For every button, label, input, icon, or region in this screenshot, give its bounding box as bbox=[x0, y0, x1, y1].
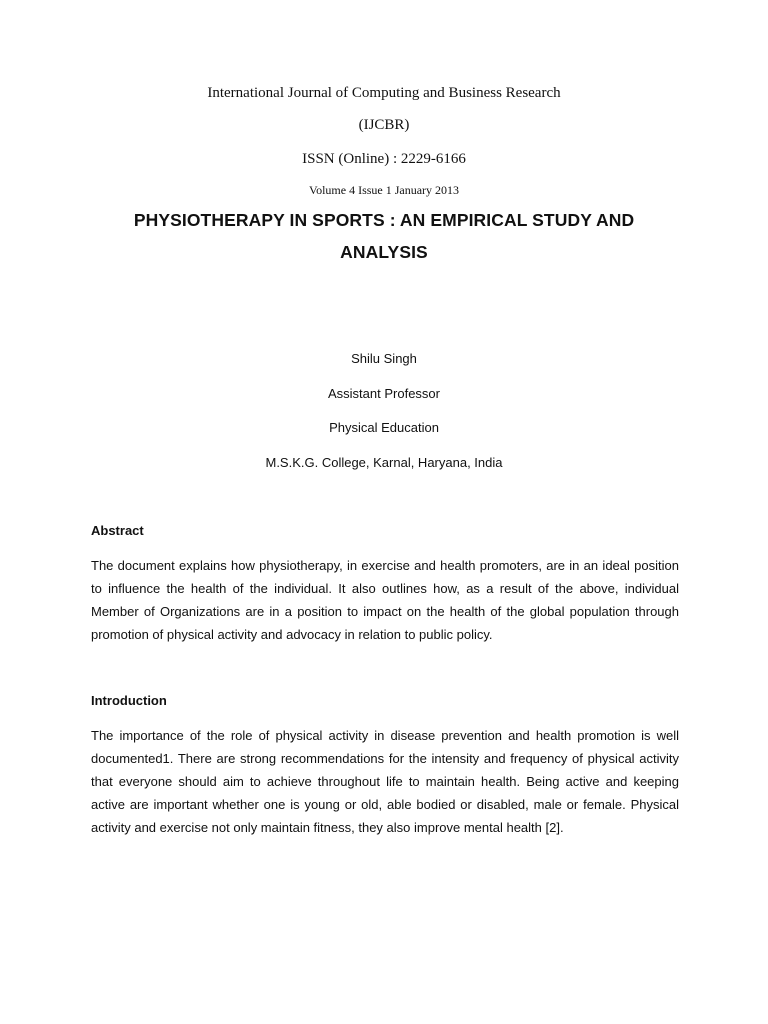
abstract-heading: Abstract bbox=[91, 523, 144, 538]
volume-info: Volume 4 Issue 1 January 2013 bbox=[308, 183, 460, 197]
introduction-heading: Introduction bbox=[91, 693, 167, 708]
author-name: Shilu Singh bbox=[351, 351, 417, 366]
abstract-text: The document explains how physiotherapy, in exercise and health promoters, are in an ideal position to influence the health of the individual. It also outlines how, as a result of the above, individual Member of Organizations are in a position to impact on the health of the global population through promotion of physical activity and advocacy in relation to public policy. bbox=[91, 558, 679, 642]
introduction-text: The importance of the role of physical activity in disease prevention and health promotion is well documented1. There are strong recommendations for the intensity and frequency of physical activity that everyone should aim to achieve throughout life to maintain health. Being active and keeping active are important whether one is young or old, able bodied or disabled, male or female. Physical activity and exercise not only maintain fitness, they also improve mental health [2]. bbox=[91, 728, 679, 835]
author-department: Physical Education bbox=[329, 420, 439, 435]
journal-name: International Journal of Computing and Business Research bbox=[207, 85, 561, 101]
issn: ISSN (Online) : 2229-6166 bbox=[302, 151, 466, 167]
author-position: Assistant Professor bbox=[328, 386, 440, 401]
paper-title-line1: PHYSIOTHERAPY IN SPORTS : AN EMPIRICAL STUDY AND bbox=[133, 210, 635, 230]
journal-abbrev: (IJCBR) bbox=[358, 117, 410, 133]
paper-title-line2: ANALYSIS bbox=[340, 242, 428, 262]
author-affiliation: M.S.K.G. College, Karnal, Haryana, India bbox=[265, 455, 503, 470]
